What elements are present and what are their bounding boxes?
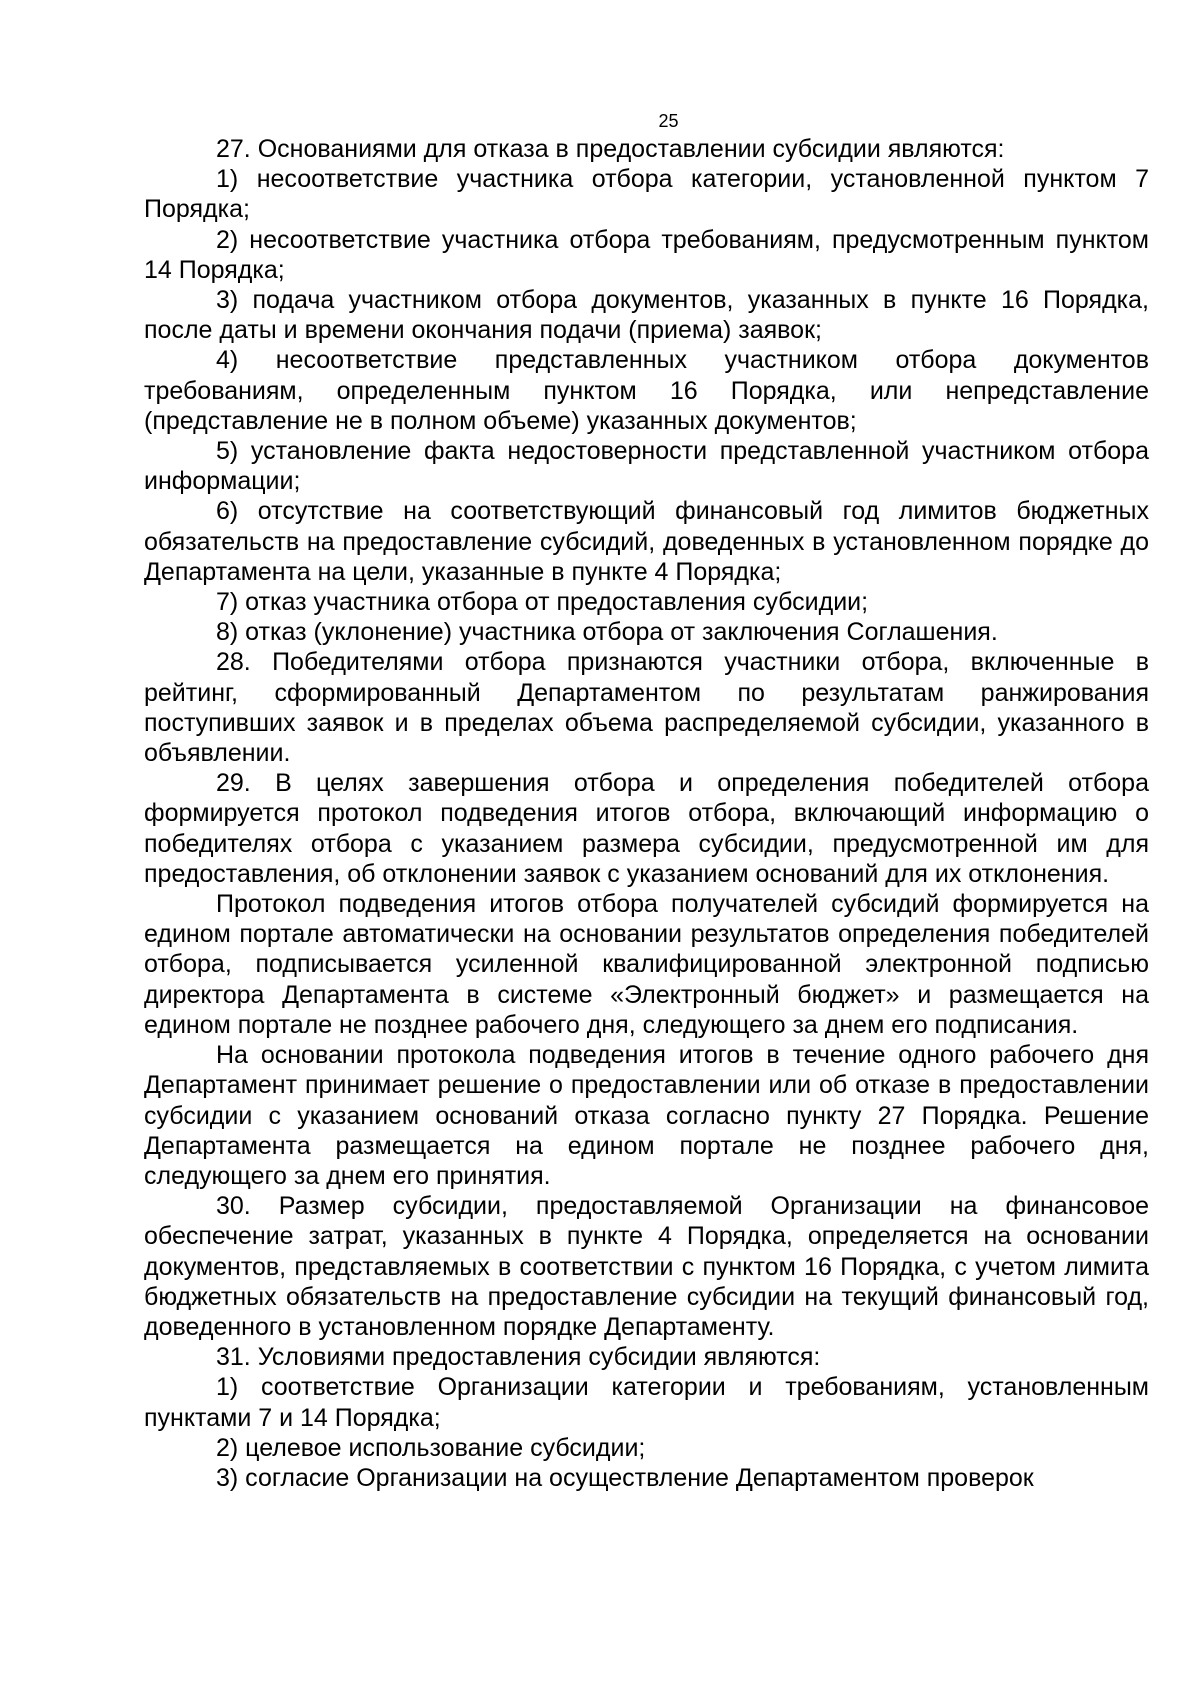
paragraph: 5) установление факта недостоверности представленной участником отбора информации; [144, 437, 1149, 496]
paragraph: 2) несоответствие участника отбора требованиям, предусмотренным пунктом 14 Порядка; [144, 225, 1149, 284]
paragraph: 29. В целях завершения отбора и определения победителей отбора формируется протокол подведения итогов отбора, включающий информацию о победителях отбора с указанием размера субсидии, предусмотренной им для предоставления, об отклонении заявок с указанием оснований для их отклонения. [144, 769, 1149, 888]
paragraph: 3) подача участником отбора документов, указанных в пункте 16 Порядка, после даты и времени окончания подачи (приема) заявок; [144, 286, 1149, 345]
document-page [144, 110, 1149, 1493]
paragraph: 1) соответствие Организации категории и требованиям, установленным пунктами 7 и 14 Порядка; [144, 1373, 1149, 1432]
paragraph: 27. Основаниями для отказа в предоставлении субсидии являются: [216, 135, 1005, 163]
paragraph: 28. Победителями отбора признаются участники отбора, включенные в рейтинг, сформированный Департаментом по результатам ранжирования поступивших заявок и в пределах объема распределяемой субсидии, указанного в объявлении. [144, 648, 1149, 768]
paragraph: 3) согласие Организации на осуществление Департаментом проверок [216, 1463, 1034, 1492]
paragraph: 1) несоответствие участника отбора категории, установленной пунктом 7 Порядка; [144, 165, 1149, 224]
paragraph: 8) отказ (уклонение) участника отбора от заключения Соглашения. [216, 618, 998, 647]
paragraph: 7) отказ участника отбора от предоставления субсидии; [216, 588, 869, 617]
paragraph: 2) целевое использование субсидии; [216, 1433, 646, 1462]
paragraph: 6) отсутствие на соответствующий финансовый год лимитов бюджетных обязательств на предоставление субсидий, доведенных в установленном порядке до Департамента на цели, указанные в пункте 4 Порядка; [144, 497, 1149, 586]
paragraph: 30. Размер субсидии, предоставляемой Организации на финансовое обеспечение затрат, указанных в пункте 4 Порядка, определяется на основании документов, представляемых в соответствии с пунктом 16 Порядка, с учетом лимита бюджетных обязательств на предоставление субсидии на текущий финансовый год, доведенного в установленном порядке Департаменту. [144, 1192, 1149, 1341]
paragraph: 31. Условиями предоставления субсидии являются: [216, 1343, 821, 1372]
paragraph: На основании протокола подведения итогов в течение одного рабочего дня Департамент принимает решение о предоставлении или об отказе в предоставлении субсидии с указанием оснований отказа согласно пункту 27 Порядка. Решение Департамента размещается на едином портале не позднее рабочего дня, следующего за днем его принятия. [144, 1041, 1149, 1190]
paragraph: 4) несоответствие представленных участником отбора документов требованиям, определенным пунктом 16 Порядка, или непредставление (представление не в полном объеме) указанных документов; [144, 346, 1149, 435]
page-number: 25 [658, 111, 679, 131]
paragraph: Протокол подведения итогов отбора получателей субсидий формируется на едином портале автоматически на основании результатов определения победителей отбора, подписывается усиленной квалифицированной электронной подписью директора Департамента в системе «Электронный бюджет» и размещается на едином портале не позднее рабочего дня, следующего за днем его подписания. [144, 890, 1149, 1039]
